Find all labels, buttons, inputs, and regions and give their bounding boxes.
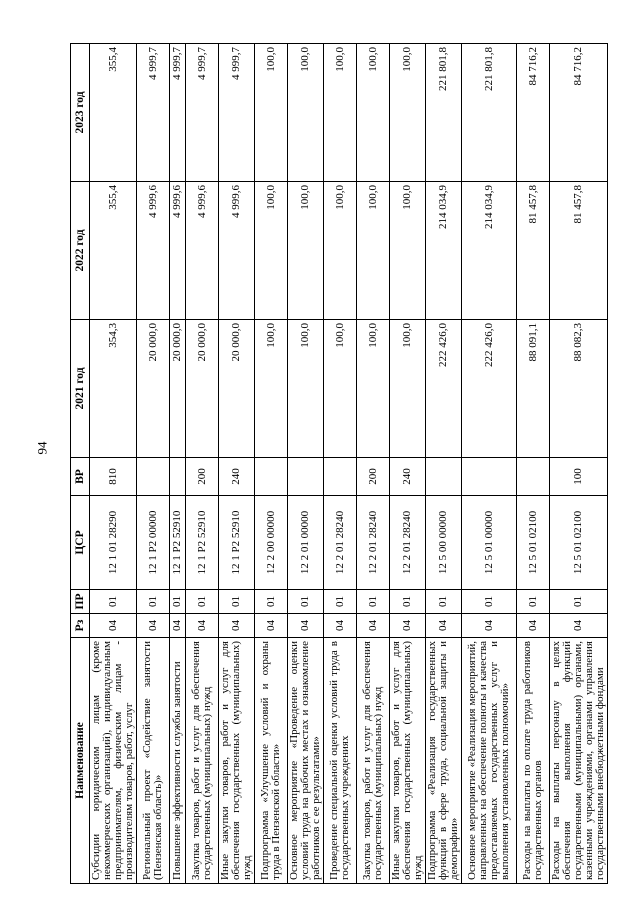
cell-2021: 100,0 [390, 320, 426, 458]
cell-pr: 01 [426, 590, 462, 614]
cell-2021: 20 000,0 [219, 320, 255, 458]
cell-2021: 100,0 [357, 320, 390, 458]
cell-2022: 4 999,6 [137, 182, 170, 320]
cell-csr: 12 1 P2 52910 [186, 496, 219, 590]
cell-2023: 4 999,7 [219, 44, 255, 182]
cell-csr: 12 1 01 28290 [90, 496, 137, 590]
cell-csr: 12 5 01 02100 [550, 496, 608, 590]
cell-vr [170, 458, 186, 496]
cell-vr [288, 458, 324, 496]
cell-pr: 01 [255, 590, 288, 614]
cell-2023: 221 801,8 [426, 44, 462, 182]
cell-rz: 04 [137, 614, 170, 638]
cell-vr: 200 [357, 458, 390, 496]
cell-csr: 12 5 01 02100 [517, 496, 550, 590]
cell-vr [324, 458, 357, 496]
cell-2022: 355,4 [90, 182, 137, 320]
cell-2021: 222 426,0 [426, 320, 462, 458]
cell-pr: 01 [219, 590, 255, 614]
cell-rz: 04 [550, 614, 608, 638]
cell-name: Иные закупки товаров, работ и услуг для обеспечения государственных (муниципальных) нужд [390, 638, 426, 884]
cell-2021: 100,0 [288, 320, 324, 458]
cell-csr: 12 1 P2 52910 [170, 496, 186, 590]
cell-pr: 01 [357, 590, 390, 614]
cell-2023: 4 999,7 [170, 44, 186, 182]
cell-2023: 4 999,7 [186, 44, 219, 182]
cell-2023: 84 716,2 [550, 44, 608, 182]
table-container [70, 44, 606, 884]
header-2022: 2022 год [71, 182, 90, 320]
cell-vr [517, 458, 550, 496]
cell-2021: 88 091,1 [517, 320, 550, 458]
cell-pr: 01 [137, 590, 170, 614]
cell-name: Иные закупки товаров, работ и услуг для обеспечения государственных (муниципальных) нужд [219, 638, 255, 884]
cell-rz: 04 [426, 614, 462, 638]
header-2023: 2023 год [71, 44, 90, 182]
cell-2022: 81 457,8 [550, 182, 608, 320]
cell-rz: 04 [170, 614, 186, 638]
cell-rz: 04 [390, 614, 426, 638]
cell-pr: 01 [550, 590, 608, 614]
header-pr: ПР [71, 590, 90, 614]
cell-pr: 01 [90, 590, 137, 614]
cell-pr: 01 [390, 590, 426, 614]
table-row [219, 44, 255, 884]
cell-2023: 100,0 [390, 44, 426, 182]
table-row [288, 44, 324, 884]
table-row [186, 44, 219, 884]
cell-2022: 4 999,6 [219, 182, 255, 320]
cell-csr: 12 1 P2 52910 [219, 496, 255, 590]
cell-2023: 221 801,8 [462, 44, 517, 182]
cell-rz: 04 [255, 614, 288, 638]
header-2021: 2021 год [71, 320, 90, 458]
cell-name: Региональный проект «Содействие занятости (Пензенская область)» [137, 638, 170, 884]
cell-vr [255, 458, 288, 496]
table-row [137, 44, 170, 884]
page-number-area [30, 0, 60, 905]
cell-pr: 01 [288, 590, 324, 614]
table-row [517, 44, 550, 884]
table-row [390, 44, 426, 884]
cell-pr: 01 [170, 590, 186, 614]
cell-rz: 04 [357, 614, 390, 638]
cell-vr: 100 [550, 458, 608, 496]
cell-csr: 12 1 P2 00000 [137, 496, 170, 590]
cell-2021: 88 082,3 [550, 320, 608, 458]
cell-rz: 04 [186, 614, 219, 638]
cell-2021: 354,3 [90, 320, 137, 458]
cell-name: Субсидии юридическим лицам (кроме некоммерческих организаций), индивидуальным предпринимателям, физическим лицам - производителям товаров, работ, услуг [90, 638, 137, 884]
cell-2021: 20 000,0 [186, 320, 219, 458]
cell-2022: 100,0 [288, 182, 324, 320]
cell-pr: 01 [462, 590, 517, 614]
cell-name: Подпрограмма «Улучшение условий и охраны труда в Пензенской области» [255, 638, 288, 884]
cell-2021: 100,0 [255, 320, 288, 458]
cell-vr [462, 458, 517, 496]
cell-csr: 12 2 01 00000 [288, 496, 324, 590]
page-number: 94 [34, 441, 50, 455]
cell-name: Повышение эффективности службы занятости [170, 638, 186, 884]
cell-name: Расходы на выплаты по оплате труда работников государственных органов [517, 638, 550, 884]
cell-2022: 214 034,9 [462, 182, 517, 320]
cell-rz: 04 [90, 614, 137, 638]
rotated-table-frame [70, 44, 606, 884]
cell-csr: 12 5 00 00000 [426, 496, 462, 590]
cell-name: Закупка товаров, работ и услуг для обеспечения государственных (муниципальных) нужд [357, 638, 390, 884]
cell-2023: 100,0 [324, 44, 357, 182]
cell-vr: 240 [390, 458, 426, 496]
cell-rz: 04 [462, 614, 517, 638]
cell-csr: 12 2 00 00000 [255, 496, 288, 590]
table-row [550, 44, 608, 884]
cell-2022: 100,0 [390, 182, 426, 320]
cell-2023: 100,0 [255, 44, 288, 182]
cell-vr: 810 [90, 458, 137, 496]
cell-name: Закупка товаров, работ и услуг для обеспечения государственных (муниципальных) нужд [186, 638, 219, 884]
cell-name: Основное мероприятие «Реализация мероприятий, направленных на обеспечение полноты и качества предоставляемых государственных услуг и выполнения установленных полномочий» [462, 638, 517, 884]
cell-vr: 200 [186, 458, 219, 496]
table-row [90, 44, 137, 884]
header-rz: Рз [71, 614, 90, 638]
cell-2021: 20 000,0 [137, 320, 170, 458]
table-row [170, 44, 186, 884]
cell-2021: 100,0 [324, 320, 357, 458]
cell-2022: 4 999,6 [186, 182, 219, 320]
cell-2023: 100,0 [357, 44, 390, 182]
header-name: Наименование [71, 638, 90, 884]
table-row [426, 44, 462, 884]
cell-2023: 355,4 [90, 44, 137, 182]
cell-pr: 01 [186, 590, 219, 614]
table-row [357, 44, 390, 884]
header-row [71, 44, 90, 884]
cell-2022: 214 034,9 [426, 182, 462, 320]
table-row [462, 44, 517, 884]
cell-csr: 12 5 01 00000 [462, 496, 517, 590]
cell-pr: 01 [324, 590, 357, 614]
cell-rz: 04 [219, 614, 255, 638]
cell-rz: 04 [324, 614, 357, 638]
cell-vr [426, 458, 462, 496]
cell-2021: 20 000,0 [170, 320, 186, 458]
cell-2022: 100,0 [357, 182, 390, 320]
cell-name: Основное мероприятие «Проведение оценки условий труда на рабочих местах и ознакомление работников с ее результатами» [288, 638, 324, 884]
cell-2022: 81 457,8 [517, 182, 550, 320]
cell-pr: 01 [517, 590, 550, 614]
table-row [324, 44, 357, 884]
cell-vr [137, 458, 170, 496]
budget-table [70, 43, 608, 884]
cell-2023: 84 716,2 [517, 44, 550, 182]
cell-2022: 100,0 [255, 182, 288, 320]
header-vr: ВР [71, 458, 90, 496]
cell-rz: 04 [517, 614, 550, 638]
cell-name: Подпрограмма «Реализация государственных функций в сфере труда, социальной защиты и демографии» [426, 638, 462, 884]
table-row [255, 44, 288, 884]
cell-name: Расходы на выплаты персоналу в целях обеспечения выполнения функций государственными (муниципальными) органами, казенными учреждениями, органами управления государственными внебюджетными фондами [550, 638, 608, 884]
cell-2021: 222 426,0 [462, 320, 517, 458]
cell-rz: 04 [288, 614, 324, 638]
cell-2022: 4 999,6 [170, 182, 186, 320]
cell-csr: 12 2 01 28240 [324, 496, 357, 590]
cell-vr: 240 [219, 458, 255, 496]
cell-2022: 100,0 [324, 182, 357, 320]
header-csr: ЦСР [71, 496, 90, 590]
cell-csr: 12 2 01 28240 [357, 496, 390, 590]
cell-2023: 4 999,7 [137, 44, 170, 182]
cell-2023: 100,0 [288, 44, 324, 182]
cell-csr: 12 2 01 28240 [390, 496, 426, 590]
cell-name: Проведение специальной оценки условий труда в государственных учреждениях [324, 638, 357, 884]
